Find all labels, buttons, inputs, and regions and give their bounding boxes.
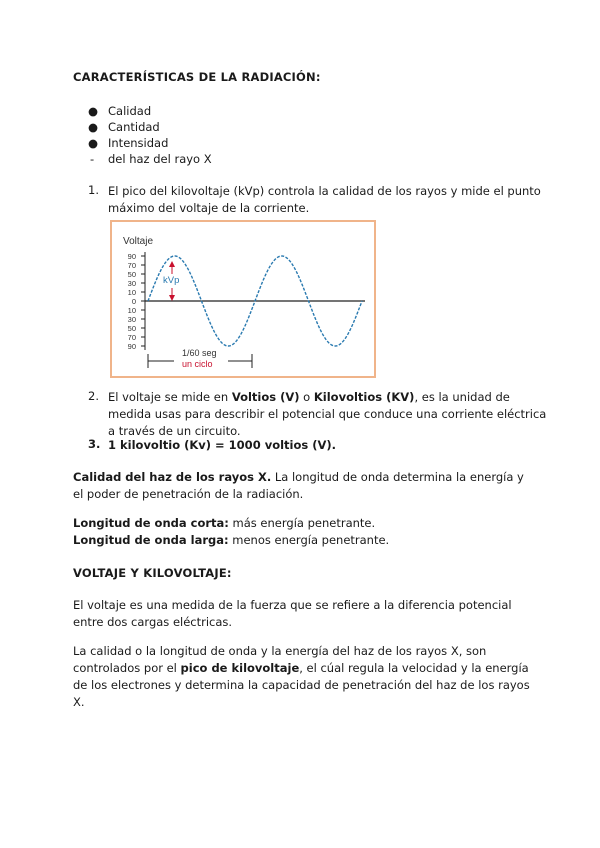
text: El voltaje se mide en <box>108 390 232 404</box>
heading-caracteristicas: CARACTERÍSTICAS DE LA RADIACIÓN: <box>73 70 321 84</box>
bold-corta: Longitud de onda corta: <box>73 516 229 530</box>
y-tick-label: 70 <box>127 261 136 270</box>
y-ticks <box>128 252 145 351</box>
period-sublabel: un ciclo <box>182 359 213 369</box>
bullet-icon: ● <box>88 104 99 118</box>
y-axis-label: Voltaje <box>123 236 154 247</box>
y-tick-label: 90 <box>127 252 136 261</box>
onda-corta-line <box>73 515 375 532</box>
bold-larga: Longitud de onda larga: <box>73 533 229 547</box>
list-item-1: El pico del kilovoltaje (kVp) controla la calidad de los rayos y mide el punto máximo del voltaje de la corriente. <box>108 184 541 215</box>
bold-pico-kilovoltaje: pico de kilovoltaje <box>180 661 300 675</box>
bullet-item-cantidad: Cantidad <box>108 120 160 134</box>
list-item-3: 1 kilovoltio (Kv) = 1000 voltios (V). <box>108 438 337 452</box>
text: La calidad o la longitud de onda y la energía del haz de los rayos X, son controlados por el <box>73 644 487 675</box>
list-item-2 <box>108 389 548 440</box>
bold-calidad: Calidad del haz de los rayos X. <box>73 470 272 484</box>
list-number-3: 3. <box>88 437 101 451</box>
y-tick-label: 30 <box>127 279 136 288</box>
y-tick-label: 90 <box>127 342 136 351</box>
text: menos energía penetrante. <box>228 533 390 547</box>
bold-voltios: Voltios (V) <box>231 390 300 404</box>
text: La longitud de onda determina la energía y el poder de penetración de la radiación. <box>73 470 524 501</box>
list-number-1: 1. <box>88 183 99 197</box>
calidad-paragraph <box>73 469 533 503</box>
y-tick-label: 10 <box>127 306 136 315</box>
kvp-label: kVp <box>163 275 180 286</box>
voltage-wave-svg <box>112 222 374 376</box>
y-tick-label: 50 <box>127 324 136 333</box>
bullet-icon: ● <box>88 136 99 150</box>
y-tick-label: 30 <box>127 315 136 324</box>
bullet-icon: ● <box>88 120 99 134</box>
voltaje-paragraph: El voltaje es una medida de la fuerza que se refiere a la diferencia potencial entre dos cargas eléctricas. <box>73 598 512 629</box>
onda-larga-line <box>73 532 389 549</box>
text: más energía penetrante. <box>228 516 376 530</box>
kilovoltaje-paragraph <box>73 643 533 711</box>
list-number-2: 2. <box>88 389 99 403</box>
bullet-item-intensidad: Intensidad <box>108 136 169 150</box>
text: o <box>299 390 314 404</box>
bold-kilovoltios: Kilovoltios (KV) <box>313 390 415 404</box>
period-label: 1/60 seg <box>182 348 217 358</box>
dash-item-text: del haz del rayo X <box>108 152 212 166</box>
voltage-wave-figure <box>110 220 376 378</box>
heading-voltaje: VOLTAJE Y KILOVOLTAJE: <box>73 566 232 580</box>
y-tick-label: 0 <box>131 297 136 306</box>
y-tick-label: 50 <box>127 270 136 279</box>
dash-icon: - <box>90 152 95 166</box>
text: , el cúal regula la velocidad y la energía de los electrones y determina la capacidad de penetración del haz de los rayos X. <box>73 661 530 709</box>
text: , es la unidad de medida usas para describir el potencial que conduce una corriente eléctrica a través de un circuito. <box>108 390 547 438</box>
bullet-item-calidad: Calidad <box>108 104 152 118</box>
y-tick-label: 70 <box>127 333 136 342</box>
y-tick-label: 10 <box>127 288 136 297</box>
